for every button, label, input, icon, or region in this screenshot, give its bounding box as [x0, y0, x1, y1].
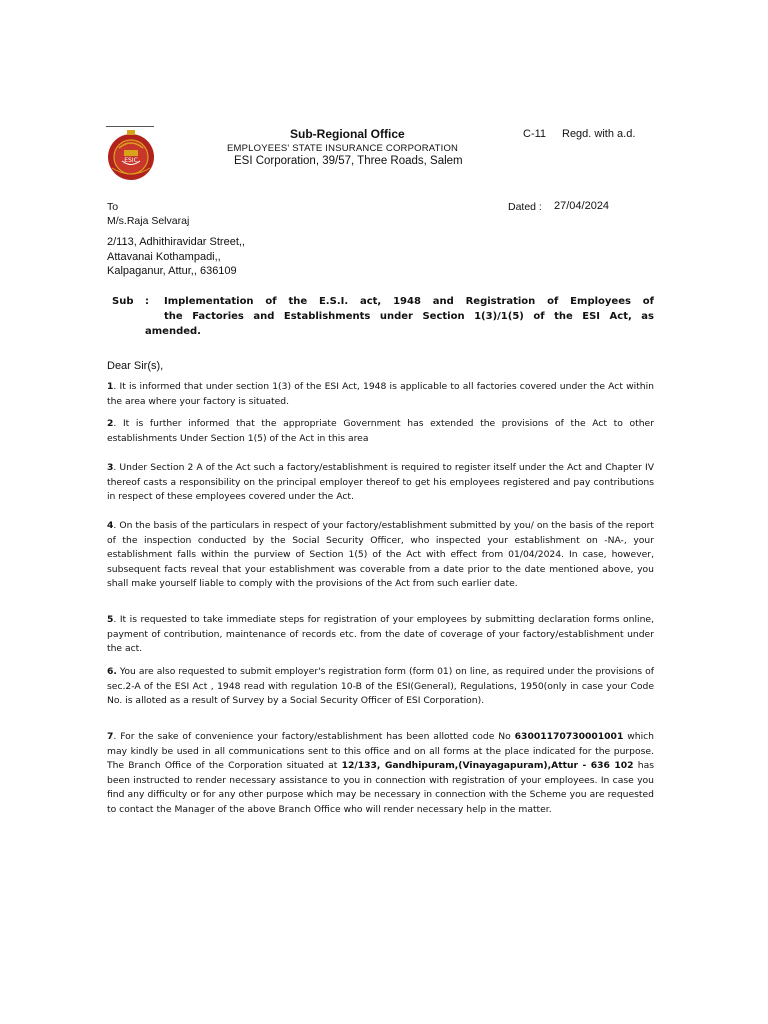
paragraph-1-number: 1	[107, 381, 114, 392]
dated-label: Dated :	[508, 201, 542, 213]
paragraph-3	[107, 461, 654, 505]
header-rule	[106, 126, 154, 127]
paragraph-7-text-c: has been instructed to render necessary assistance to you in connection with registration of your employees. In case you find any difficulty or for any other purpose which may be necessary in connection with the Scheme you are requested to contact the Manager of the above Branch Office who will render necessary help in the matter.	[107, 760, 654, 815]
addressee-name: M/s.Raja Selvaraj	[107, 215, 190, 227]
paragraph-7-text-a: . For the sake of convenience your factory/establishment has been allotted code No	[113, 731, 515, 742]
paragraph-7-text-b: which may kindly be used in all communications sent to this office and on all forms at the place indicated for the purpose. The Branch Office of the Corporation situated at	[107, 731, 654, 771]
paragraph-4-number: 4	[107, 520, 114, 531]
employer-code: 63001170730001001	[514, 731, 624, 742]
paragraph-2	[107, 417, 654, 446]
paragraph-5-text: . It is requested to take immediate steps for registration of your employees by submitting declaration forms online, payment of contribution, maintenance of records etc. from the date of coverage of your factory/establishment under the act.	[107, 614, 654, 654]
paragraph-5	[107, 613, 654, 657]
paragraph-3-number: 3	[107, 462, 114, 473]
subject-line-3: amended.	[145, 326, 201, 337]
paragraph-1	[107, 380, 654, 409]
paragraph-4	[107, 519, 654, 592]
dated-value: 27/04/2024	[554, 200, 610, 212]
office-title: Sub-Regional Office	[290, 127, 405, 141]
esic-emblem-icon	[106, 128, 156, 182]
paragraph-3-text: . Under Section 2 A of the Act such a factory/establishment is required to register itself under the Act and Chapter IV thereof casts a responsibility on the principal employer thereof to get his employees registered and pay contributions in respect of these employees covered under the Act.	[107, 462, 654, 502]
to-label: To	[107, 201, 119, 213]
paragraph-4-text: . On the basis of the particulars in respect of your factory/establishment submitted by you/ on the basis of the report of the inspection conducted by the Social Security Officer, who inspected your establishment on -NA-, your establishment falls within the purview of Section 1(5) of the Act with effect from 01/04/2024. In case, however, subsequent facts reveal that your establishment was coverable from a date prior to the date mentioned above, you shall make yourself liable to comply with the provisions of the Act from such earlier date.	[107, 520, 654, 589]
form-code: C-11	[523, 128, 547, 140]
paragraph-6-number: 6.	[107, 666, 117, 677]
emblem-text: ESIC	[124, 157, 138, 164]
org-name: EMPLOYEES' STATE INSURANCE CORPORATION	[227, 143, 459, 154]
paragraph-7-number: 7	[107, 731, 114, 742]
paragraph-1-text: . It is informed that under section 1(3) of the ESI Act, 1948 is applicable to all factories covered under the Act within the area where your factory is situated.	[107, 381, 654, 407]
address-line-3: Kalpaganur, Attur,, 636109	[107, 265, 237, 277]
paragraph-2-text: . It is further informed that the appropriate Government has extended the provisions of the Act to other establishments Under Section 1(5) of the Act in this area	[107, 418, 654, 444]
paragraph-2-number: 2	[107, 418, 114, 429]
paragraph-6	[107, 665, 654, 709]
paragraph-7	[107, 730, 654, 817]
regd-label: Regd. with a.d.	[562, 128, 636, 140]
address-line-1: 2/113, Adhithiravidar Street,,	[107, 236, 245, 248]
subject-line-1: Implementation of the E.S.I. act, 1948 and Registration of Employees of	[164, 296, 654, 307]
subject-label: Sub	[112, 296, 134, 307]
subject-line-2: the Factories and Establishments under Section 1(3)/1(5) of the ESI Act, as	[164, 311, 654, 322]
paragraph-6-text: You are also requested to submit employer's registration form (form 01) on line, as required under the provisions of sec.2-A of the ESI Act , 1948 read with regulation 10-B of the ESI(General), Regulations, 1950(only in case your Code No. is alloted as a result of Survey by a Social Security Officer of ESI Corporation).	[107, 666, 654, 706]
salutation: Dear Sir(s),	[107, 360, 164, 372]
org-address: ESI Corporation, 39/57, Three Roads, Salem	[234, 155, 463, 167]
subject-colon: :	[145, 296, 149, 307]
address-line-2: Attavanai Kothampadi,,	[107, 251, 221, 263]
branch-office-address: 12/133, Gandhipuram,(Vinayagapuram),Attur - 636 102	[341, 760, 634, 771]
paragraph-5-number: 5	[107, 614, 114, 625]
